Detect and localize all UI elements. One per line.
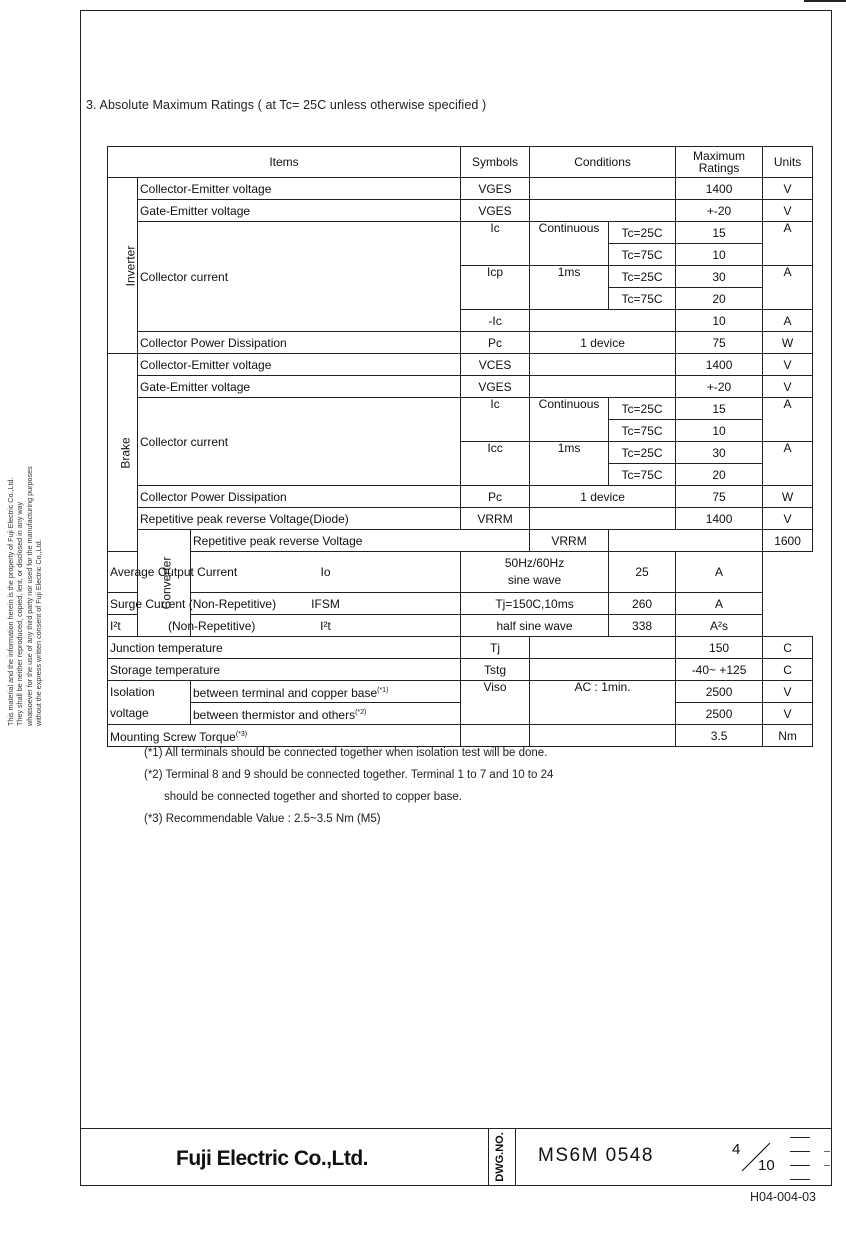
- row-condition: half sine wave: [461, 615, 609, 637]
- footnote: should be connected together and shorted to copper base.: [164, 791, 462, 803]
- row-condition: [530, 200, 676, 222]
- table-row: [108, 178, 813, 200]
- row-symbol: Ic: [461, 398, 530, 442]
- row-symbol: Icc: [461, 442, 530, 486]
- row-value: 338: [609, 615, 676, 637]
- table-row: [108, 703, 813, 725]
- table-row: [108, 530, 813, 552]
- row-subitem: [191, 681, 461, 703]
- row-value: 75: [676, 332, 763, 354]
- row-unit: A: [763, 442, 813, 486]
- drawing-number: MS6M 0548: [538, 1145, 654, 1166]
- row-unit: V: [763, 681, 813, 703]
- row-condition: [530, 659, 676, 681]
- row-unit: Nm: [763, 725, 813, 747]
- row-condition: [530, 508, 676, 530]
- row-unit: V: [763, 376, 813, 398]
- row-symbol: VCES: [461, 354, 530, 376]
- row-value: +-20: [676, 376, 763, 398]
- table-row: [108, 637, 813, 659]
- side-note-text: This material and the information herein is the property of Fuji Electric Co.,Ltd. They shall be neither reproduced, copied, lent, or disclosed in any way whatsoever for the use of any third party nor used for the manufacturing purposes without the express written consent of Fuji Electric Co.,Ltd.: [6, 466, 44, 726]
- row-condition: 1ms: [530, 442, 609, 486]
- row-condition: Continuous: [530, 222, 609, 266]
- row-value: 1400: [676, 508, 763, 530]
- row-condition: [530, 376, 676, 398]
- header-max-ratings: Maximum Ratings: [676, 147, 763, 178]
- table-row: [108, 659, 813, 681]
- table-row: [108, 615, 813, 637]
- row-unit: W: [763, 486, 813, 508]
- row-item: Gate-Emitter voltage: [138, 376, 461, 398]
- row-unit: A: [763, 310, 813, 332]
- row-value: -40~ +125: [676, 659, 763, 681]
- row-item: Junction temperature: [108, 637, 461, 659]
- row-condition: Tj=150C,10ms: [461, 593, 609, 615]
- row-condition-line: 50Hz/60Hz: [504, 556, 565, 570]
- row-item-isolation: [108, 681, 191, 725]
- row-item: Surge Current (Non-Repetitive): [108, 593, 191, 615]
- group-inverter: Inverter: [108, 178, 138, 354]
- row-item: Repetitive peak reverse Voltage(Diode): [138, 508, 461, 530]
- table-row: [108, 354, 813, 376]
- row-unit: V: [763, 508, 813, 530]
- row-item: Average Output Current: [108, 552, 191, 593]
- row-symbol: Ic: [461, 222, 530, 266]
- row-symbol: Io: [191, 552, 461, 593]
- row-subcondition: Tc=75C: [609, 244, 676, 266]
- footnote-ref: (*1): [377, 686, 389, 694]
- top-corner-mark: [804, 0, 846, 10]
- company-name: Fuji Electric Co.,Ltd.: [176, 1147, 369, 1170]
- table-row: [108, 376, 813, 398]
- row-subitem: [191, 703, 461, 725]
- row-unit: A: [763, 222, 813, 266]
- row-condition: [609, 530, 763, 552]
- row-value: 30: [676, 266, 763, 288]
- row-unit: A: [676, 593, 763, 615]
- row-symbol: VRRM: [530, 530, 609, 552]
- row-unit: W: [763, 332, 813, 354]
- row-symbol: Tj: [461, 637, 530, 659]
- row-subcondition: Tc=75C: [609, 420, 676, 442]
- row-unit: A: [763, 398, 813, 442]
- row-symbol: VGES: [461, 178, 530, 200]
- row-symbol: Icp: [461, 266, 530, 310]
- row-item-i2t: I²t: [110, 618, 121, 633]
- row-value: 25: [609, 552, 676, 593]
- row-item: Repetitive peak reverse Voltage: [191, 530, 530, 552]
- row-item: Collector Power Dissipation: [138, 486, 461, 508]
- row-unit: V: [763, 354, 813, 376]
- row-symbol: Pc: [461, 486, 530, 508]
- row-item: Gate-Emitter voltage: [138, 200, 461, 222]
- row-value: 2500: [676, 703, 763, 725]
- header-conditions: Conditions: [530, 147, 676, 178]
- dwg-label: DWG.NO.: [493, 1132, 506, 1182]
- row-unit: A: [763, 266, 813, 310]
- section-title: 3. Absolute Maximum Ratings ( at Tc= 25C unless otherwise specified ): [86, 98, 487, 112]
- row-symbol: Pc: [461, 332, 530, 354]
- row-unit: C: [763, 637, 813, 659]
- footnote: (*1) All terminals should be connected together when isolation test will be done.: [144, 747, 548, 759]
- table-row: [108, 681, 813, 703]
- row-symbol: IFSM: [191, 593, 461, 615]
- table-header-row: [108, 147, 813, 178]
- row-condition: 1ms: [530, 266, 609, 310]
- row-value: 10: [676, 420, 763, 442]
- row-item: Collector current: [138, 222, 461, 332]
- footnotes: [144, 742, 553, 830]
- row-value: 10: [676, 310, 763, 332]
- row-unit: V: [763, 178, 813, 200]
- row-subitem-text: between terminal and copper base: [193, 685, 378, 700]
- row-item: Collector Power Dissipation: [138, 332, 461, 354]
- header-items: Items: [108, 147, 461, 178]
- row-symbol: I²t: [191, 615, 461, 637]
- page-number: 4: [732, 1141, 741, 1158]
- row-subitem-text: between thermistor and others: [193, 707, 356, 722]
- footnote: (*2) Terminal 8 and 9 should be connected together. Terminal 1 to 7 and 10 to 24: [144, 769, 554, 781]
- row-value: 150: [676, 637, 763, 659]
- row-value: 20: [676, 464, 763, 486]
- row-condition-line: sine wave: [507, 573, 562, 587]
- row-value: 2500: [676, 681, 763, 703]
- row-condition: [530, 354, 676, 376]
- row-unit: V: [763, 703, 813, 725]
- row-value: 20: [676, 288, 763, 310]
- form-number: H04-004-03: [749, 1190, 816, 1204]
- isolation-label: Isolation: [110, 684, 155, 699]
- row-item-note: (Non-Repetitive): [168, 618, 256, 633]
- row-unit: A²s: [676, 615, 763, 637]
- row-value: 75: [676, 486, 763, 508]
- row-item: Storage temperature: [108, 659, 461, 681]
- group-brake: Brake: [108, 354, 138, 552]
- row-subcondition: Tc=25C: [609, 442, 676, 464]
- row-symbol: VGES: [461, 200, 530, 222]
- row-unit: V: [763, 200, 813, 222]
- row-item-text: Mounting Screw Torque: [110, 729, 236, 744]
- table-row: [108, 552, 813, 593]
- footnote-ref: (*2): [355, 708, 367, 716]
- row-symbol: VGES: [461, 376, 530, 398]
- table-row: [108, 200, 813, 222]
- revision-marks: [786, 1133, 826, 1183]
- row-condition: Continuous: [530, 398, 609, 442]
- table-row: [108, 593, 813, 615]
- row-value: 1600: [763, 530, 813, 552]
- row-symbol: -Ic: [461, 310, 530, 332]
- ratings-table: [107, 146, 813, 747]
- title-block: [80, 1128, 832, 1186]
- group-converter: Converter: [138, 530, 191, 637]
- row-symbol: VRRM: [461, 508, 530, 530]
- table-row: [108, 332, 813, 354]
- row-condition: [530, 310, 676, 332]
- table-row: [108, 486, 813, 508]
- row-value: 3.5: [676, 725, 763, 747]
- row-value: 15: [676, 398, 763, 420]
- row-unit: C: [763, 659, 813, 681]
- header-units: Units: [763, 147, 813, 178]
- row-subcondition: Tc=25C: [609, 266, 676, 288]
- row-condition: [461, 552, 609, 593]
- row-subcondition: Tc=75C: [609, 288, 676, 310]
- row-subcondition: Tc=25C: [609, 222, 676, 244]
- row-subcondition: Tc=75C: [609, 464, 676, 486]
- page-total: 10: [758, 1157, 775, 1174]
- row-item: Collector-Emitter voltage: [138, 354, 461, 376]
- header-symbols: Symbols: [461, 147, 530, 178]
- footnote-ref: (*3): [235, 730, 248, 738]
- row-value: 10: [676, 244, 763, 266]
- row-value: 1400: [676, 354, 763, 376]
- row-condition: 1 device: [530, 486, 676, 508]
- dwg-label-cell: [488, 1129, 516, 1186]
- row-value: +-20: [676, 200, 763, 222]
- row-condition: [530, 637, 676, 659]
- row-item: Collector-Emitter voltage: [138, 178, 461, 200]
- row-value: 30: [676, 442, 763, 464]
- isolation-label: voltage: [110, 705, 149, 720]
- row-value: 260: [609, 593, 676, 615]
- row-item: Collector current: [138, 398, 461, 486]
- table-row: [108, 398, 813, 420]
- row-condition: 1 device: [530, 332, 676, 354]
- row-value: 1400: [676, 178, 763, 200]
- row-symbol: Viso: [461, 681, 530, 725]
- row-item: [108, 615, 256, 637]
- table-row: [108, 508, 813, 530]
- row-subcondition: Tc=25C: [609, 398, 676, 420]
- row-condition: AC : 1min.: [530, 681, 676, 725]
- footnote: (*3) Recommendable Value : 2.5~3.5 Nm (M5): [144, 813, 381, 825]
- row-value: 15: [676, 222, 763, 244]
- row-condition: [530, 178, 676, 200]
- table-row: [108, 222, 813, 244]
- row-symbol: Tstg: [461, 659, 530, 681]
- side-confidentiality-note: [6, 466, 66, 726]
- row-unit: A: [676, 552, 763, 593]
